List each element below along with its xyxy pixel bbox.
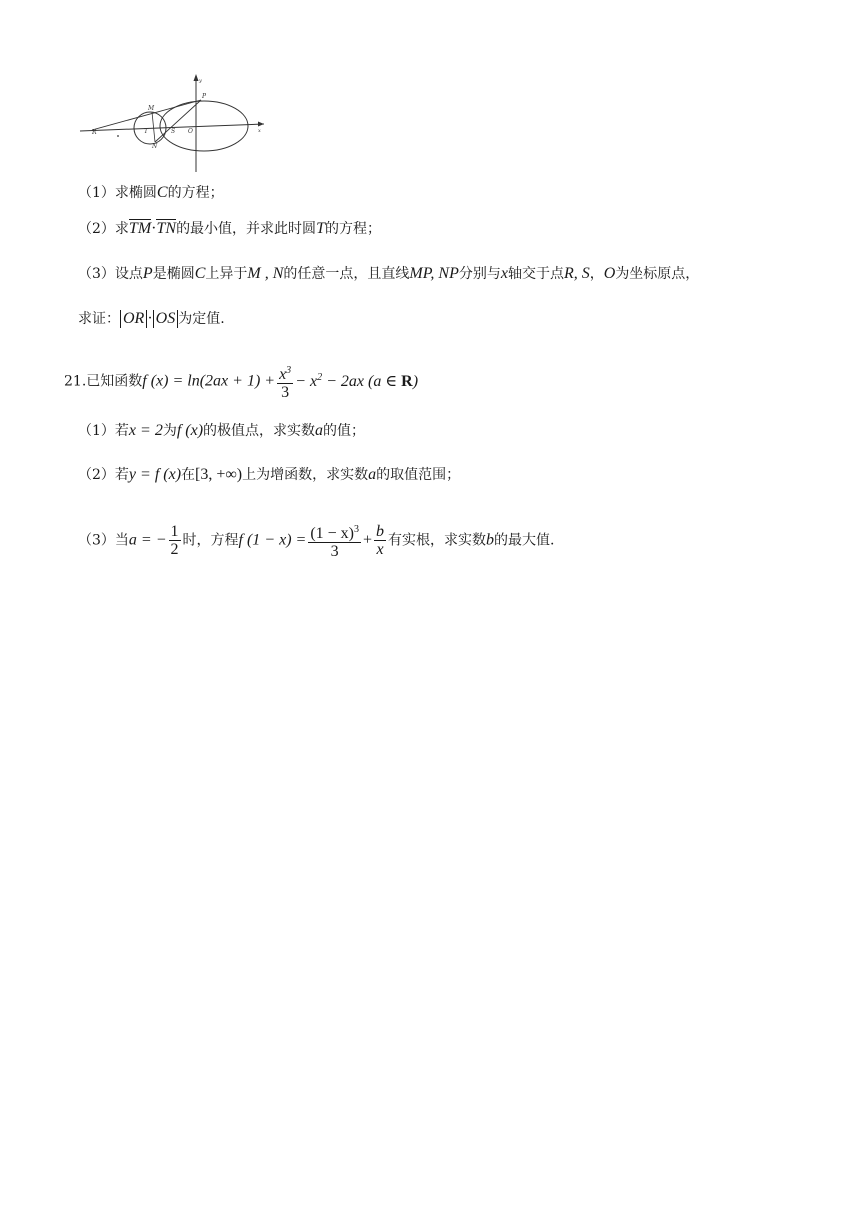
q21-p1-c: 的极值点，求实数 [203, 423, 316, 439]
fraction-x3-over-3 [277, 362, 293, 401]
q21-p1-a: （1）若 [78, 423, 129, 439]
q20-p3-h: 为坐标原点， [615, 266, 700, 282]
proof-label: 求证： [78, 311, 120, 327]
interval: [3, +∞) [195, 466, 243, 483]
q21-p3-d: 的最大值. [494, 532, 555, 549]
var-t: T [316, 220, 325, 237]
dot-operator: · [151, 220, 157, 237]
fraction-den: 3 [281, 384, 290, 401]
label-m: M [148, 105, 155, 112]
q21-p1-d: 的值； [323, 423, 366, 439]
q20-p3-b: 是椭圆 [152, 266, 195, 282]
eq-a: a = − [128, 531, 167, 549]
abs-os: OS [153, 310, 179, 328]
q21-p3-c: 有实根，求实数 [388, 532, 487, 549]
var-c: C [194, 265, 206, 282]
q20-p3-e: 分别与 [458, 266, 501, 282]
q20-p3-f: 轴交于点 [507, 266, 564, 282]
var-a: a [368, 466, 377, 483]
q21-p2-b: 在 [181, 467, 196, 483]
fraction-b-over-x: $\frac{b}{x}$ [376, 523, 385, 558]
function-lhs: f (x) = ln(2ax + 1) + [142, 372, 276, 390]
line-mn [152, 112, 155, 142]
var-x: x [500, 265, 508, 282]
q20-part1 [78, 183, 224, 203]
eq-x-2: x = 2 [128, 422, 163, 439]
points-rs: R, S [563, 265, 590, 282]
q21-p2-a: （2）若 [78, 467, 129, 483]
fraction-num: $x^3$ [277, 362, 293, 384]
lines-mp-np: MP, NP [409, 265, 459, 282]
q20-part3-proof [78, 309, 225, 329]
label-o: O [188, 128, 193, 135]
q21-part1 [78, 421, 365, 441]
fraction-one-half: $\frac{1}{2}$ [170, 523, 179, 558]
q21-part3 [78, 521, 554, 560]
label-r: R [92, 129, 97, 136]
label-n: N [152, 143, 158, 150]
label-p: P [202, 93, 207, 100]
function-rhs: − $x^2 - 2ax$ (a ∈ R) [295, 371, 419, 390]
q21-p3-b: 时，方程 [182, 532, 239, 549]
q21-p2-c: 上为增函数，求实数 [242, 467, 369, 483]
label-x: x [258, 128, 261, 134]
f-of-x: f (x) [176, 422, 204, 439]
q20-p2-mid: 的最小值，并求此时圆 [176, 221, 317, 237]
label-t: T [144, 128, 149, 135]
q20-p2-text: （2）求 [78, 221, 129, 237]
vector-tn: TN [156, 220, 177, 237]
ellipse-circle-figure [78, 72, 278, 176]
x-axis-arrow [258, 122, 264, 127]
fraction-cube-over-3: $\frac{(1 - x)^3}{3}$ [308, 521, 361, 560]
q20-part3 [78, 264, 699, 284]
q21-p3-a: （3）当 [78, 532, 129, 549]
q20-p2-suffix: 的方程； [324, 221, 381, 237]
q21-statement [64, 362, 418, 401]
var-b: b [486, 531, 495, 549]
dot-mark [117, 135, 119, 137]
label-y: y [199, 78, 202, 84]
proof-suffix: 为定值. [178, 311, 225, 327]
q21-head: 21.已知函数 [64, 373, 143, 390]
q20-part2 [78, 219, 381, 239]
dot-operator: · [147, 310, 153, 327]
q21-p2-d: 的取值范围； [376, 467, 461, 483]
q21-part2 [78, 465, 460, 485]
vector-tm: TM [128, 220, 152, 237]
eq-y-fx: y = f (x) [128, 466, 182, 483]
q20-p3-c: 上异于 [205, 266, 248, 282]
label-s: S [171, 128, 176, 135]
q20-p1-suffix: 的方程； [167, 185, 224, 201]
q20-p3-d: 的任意一点，且直线 [283, 266, 410, 282]
abs-or: OR [120, 310, 147, 328]
var-c: C [156, 184, 168, 201]
var-o: O [603, 265, 616, 282]
q20-p1-text: （1）求椭圆 [78, 185, 157, 201]
q20-p3-g: ， [589, 266, 604, 282]
var-a: a [315, 422, 324, 439]
q21-p1-b: 为 [162, 423, 177, 439]
plus-operator: + [363, 531, 373, 549]
var-mn: M , N [247, 265, 284, 282]
f-of-1-minus-x: f (1 − x) = [238, 531, 307, 549]
q20-p3-a: （3）设点 [78, 266, 143, 282]
var-p: P [142, 265, 153, 282]
y-axis-arrow [194, 74, 199, 81]
